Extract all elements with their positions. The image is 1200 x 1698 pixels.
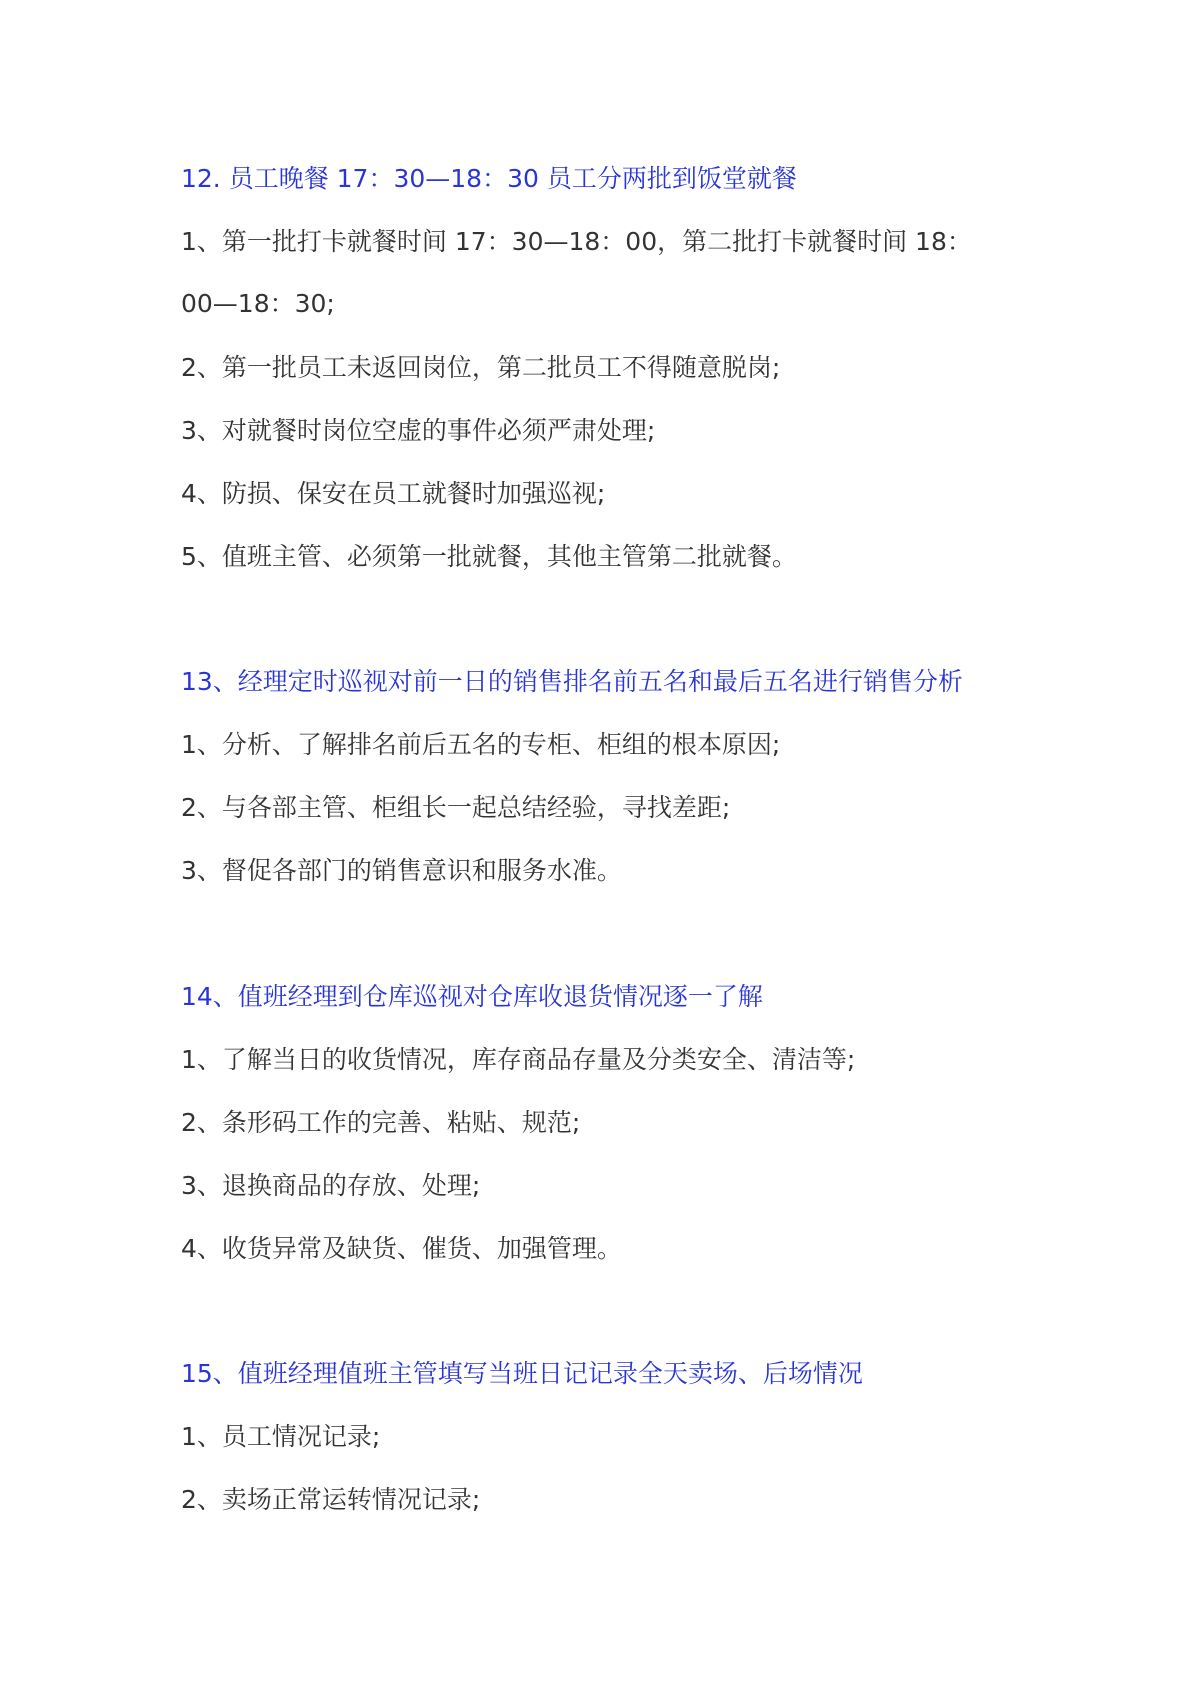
list-item: 2、与各部主管、柜组长一起总结经验，寻找差距; [181, 793, 731, 822]
list-item: 2、卖场正常运转情况记录; [181, 1485, 481, 1514]
list-item: 1、员工情况记录; [181, 1422, 381, 1451]
section-heading-12: 12. 员工晚餐 17：30—18：30 员工分两批到饭堂就餐 [181, 164, 797, 193]
list-item: 2、第一批员工未返回岗位，第二批员工不得随意脱岗; [181, 353, 781, 382]
section-heading-15: 15、值班经理值班主管填写当班日记记录全天卖场、后场情况 [181, 1359, 863, 1388]
section-heading-14: 14、值班经理到仓库巡视对仓库收退货情况逐一了解 [181, 982, 763, 1011]
list-item: 4、收货异常及缺货、催货、加强管理。 [181, 1234, 622, 1263]
list-item: 1、分析、了解排名前后五名的专柜、柜组的根本原因; [181, 730, 781, 759]
list-item: 1、了解当日的收货情况，库存商品存量及分类安全、清洁等; [181, 1045, 856, 1074]
list-item: 1、第一批打卡就餐时间 17：30—18：00，第二批打卡就餐时间 18： [181, 227, 972, 256]
list-item: 3、对就餐时岗位空虚的事件必须严肃处理; [181, 416, 656, 445]
list-item: 00—18：30; [181, 289, 335, 318]
section-heading-13: 13、经理定时巡视对前一日的销售排名前五名和最后五名进行销售分析 [181, 667, 963, 696]
list-item: 5、值班主管、必须第一批就餐，其他主管第二批就餐。 [181, 542, 797, 571]
list-item: 3、退换商品的存放、处理; [181, 1171, 481, 1200]
list-item: 4、防损、保安在员工就餐时加强巡视; [181, 479, 606, 508]
list-item: 2、条形码工作的完善、粘贴、规范; [181, 1108, 581, 1137]
list-item: 3、督促各部门的销售意识和服务水准。 [181, 856, 622, 885]
